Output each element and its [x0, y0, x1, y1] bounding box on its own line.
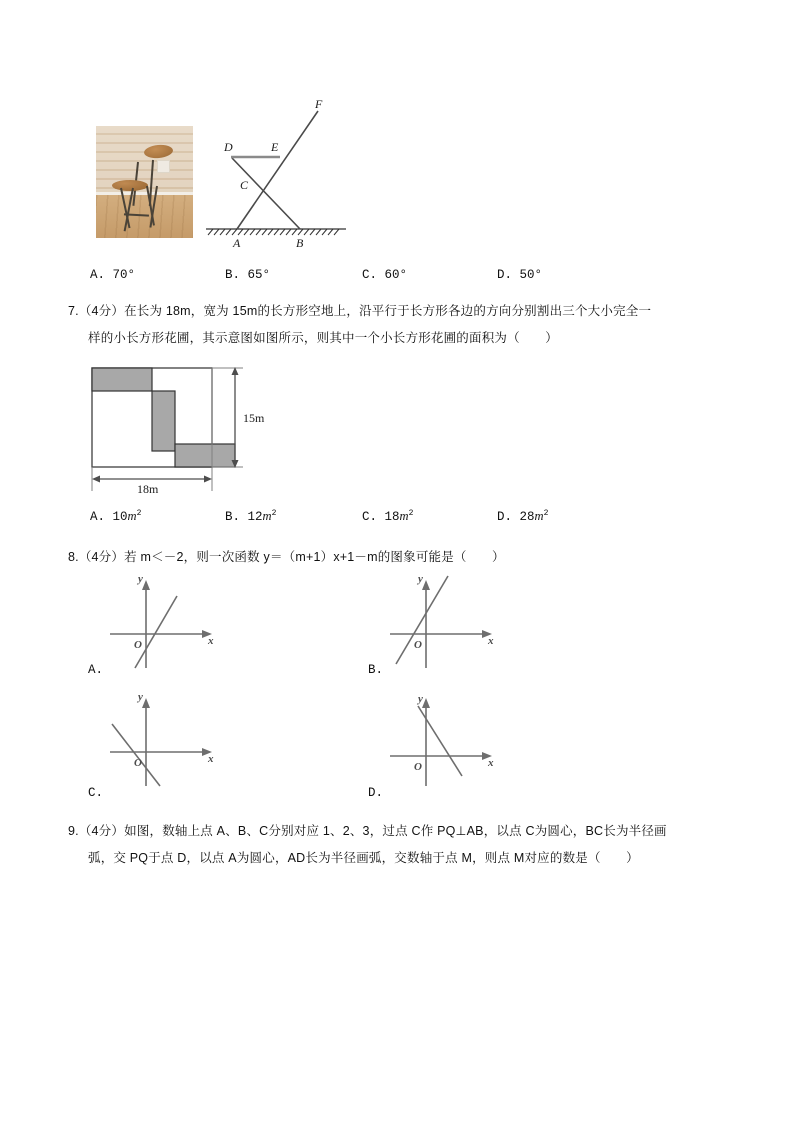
q8-choice-label-d[interactable]: D. [368, 786, 384, 800]
garden-plot-2 [152, 391, 175, 451]
graph-b-y-arrow [422, 580, 430, 590]
graph-c-y-arrow [142, 698, 150, 708]
q8-score: （4分） [78, 550, 125, 564]
q7-garden-plot-figure [80, 360, 280, 495]
graph-d-x-label: x [488, 757, 494, 769]
q7-option-c-unit: m [399, 509, 409, 524]
q8-graph-a [98, 572, 228, 672]
q6-option-c[interactable] [362, 268, 407, 282]
q9-line-2 [88, 845, 639, 871]
graph-a-origin-label: O [134, 639, 142, 651]
label-width: 18m [137, 482, 159, 495]
q6-option-c-text: 60° [384, 268, 408, 282]
q7-option-c-value: 18 [384, 510, 400, 525]
q8-choice-label-b[interactable]: B. [368, 663, 384, 677]
q7-option-a-key: A. [90, 510, 106, 525]
q7-option-d-key: D. [497, 510, 513, 525]
chair-seat [112, 180, 148, 191]
label-point-C: C [240, 178, 249, 192]
q7-number: 7. [68, 304, 79, 318]
q8-line-1 [68, 544, 505, 570]
q9-text-line1: 如图，数轴上点 A、B、C分别对应 1、2、3，过点 C作 PQ⊥AB，以点 C为圆心，BC长为半径画 [124, 824, 667, 838]
q6-option-b-key: B. [225, 268, 241, 282]
graph-b-line [396, 576, 448, 664]
q6-option-b[interactable] [225, 268, 270, 282]
q7-option-c[interactable] [362, 509, 413, 524]
q7-option-c-key: C. [362, 510, 378, 525]
q8-graph-c [98, 690, 228, 790]
q7-option-a-unit: m [127, 509, 137, 524]
graph-d-line [418, 706, 462, 776]
label-point-B: B [296, 236, 304, 250]
graph-d-y-label: y [418, 693, 423, 705]
q6-option-d-key: D. [497, 268, 513, 282]
q6-option-a-key: A. [90, 268, 106, 282]
q8-graph-d [378, 690, 508, 790]
q8-choice-label-a[interactable]: A. [88, 663, 104, 677]
graph-c-y-label: y [138, 691, 143, 703]
graph-a-y-label: y [138, 573, 143, 585]
q7-option-b[interactable] [225, 509, 276, 524]
folding-chair-photo [96, 126, 193, 238]
arrow-width-left [92, 476, 100, 483]
q7-option-a-exp: 2 [136, 509, 142, 518]
q6-option-d[interactable] [497, 268, 542, 282]
ground-hatching [208, 229, 339, 235]
label-point-E: E [271, 140, 279, 154]
graph-b-y-label: y [418, 573, 423, 585]
q9-text-line2: 弧，交 PQ于点 D，以点 A为圆心，AD长为半径画弧，交数轴于点 M，则点 M对应的数是（ ） [88, 851, 639, 865]
q7-text-line2: 样的小长方形花圃，其示意图如图所示，则其中一个小长方形花圃的面积为（ ） [88, 331, 558, 345]
graph-a-line [135, 596, 177, 668]
graph-c-x-label: x [208, 753, 214, 765]
segment-AF [237, 111, 318, 229]
photo-floor [96, 195, 193, 238]
q7-line-1 [68, 298, 651, 324]
q9-score: （4分） [78, 824, 125, 838]
garden-plot-3 [175, 444, 235, 467]
graph-a-y-arrow [142, 580, 150, 590]
graph-c-origin-label: O [134, 757, 142, 769]
graph-a-x-label: x [208, 635, 214, 647]
q6-option-c-key: C. [362, 268, 378, 282]
q7-text-line1: 在长为 18m，宽为 15m的长方形空地上，沿平行于长方形各边的方向分别割出三个大小完全一 [124, 304, 652, 318]
q8-text: 若 m＜－2，则一次函数 y＝（m+1）x+1－m的图象可能是（ ） [124, 550, 505, 564]
label-point-D: D [224, 140, 233, 154]
q7-option-c-exp: 2 [408, 509, 414, 518]
q9-line-1 [68, 818, 667, 844]
q7-option-a-value: 10 [112, 510, 128, 525]
label-height: 15m [243, 411, 265, 425]
q7-option-d-exp: 2 [543, 509, 549, 518]
label-point-A: A [233, 236, 241, 250]
arrow-width-right [204, 476, 212, 483]
q8-graph-b [378, 572, 508, 672]
q7-option-b-unit: m [262, 509, 272, 524]
q7-option-a[interactable] [90, 509, 141, 524]
q6-option-d-text: 50° [519, 268, 543, 282]
graph-b-origin-label: O [414, 639, 422, 651]
q7-option-d[interactable] [497, 509, 548, 524]
q7-option-d-unit: m [534, 509, 544, 524]
q7-option-d-value: 28 [519, 510, 535, 525]
q9-number: 9. [68, 824, 79, 838]
q7-option-b-value: 12 [247, 510, 263, 525]
photo-wall-socket [157, 160, 170, 173]
q8-choice-label-c[interactable]: C. [88, 786, 104, 800]
garden-plot-1 [92, 368, 152, 391]
q6-chair-geometry-figure [196, 96, 356, 261]
graph-b-x-label: x [488, 635, 494, 647]
q7-option-b-exp: 2 [271, 509, 277, 518]
q6-option-a-text: 70° [112, 268, 136, 282]
graph-c-line [112, 724, 160, 786]
q6-option-b-text: 65° [247, 268, 271, 282]
graph-d-origin-label: O [414, 761, 422, 773]
graph-d-y-arrow [422, 698, 430, 708]
q7-score: （4分） [78, 304, 125, 318]
q8-number: 8. [68, 550, 79, 564]
q7-option-b-key: B. [225, 510, 241, 525]
segment-BD [232, 158, 300, 229]
q6-option-a[interactable] [90, 268, 135, 282]
q7-line-2 [88, 325, 558, 351]
label-point-F: F [315, 97, 323, 111]
